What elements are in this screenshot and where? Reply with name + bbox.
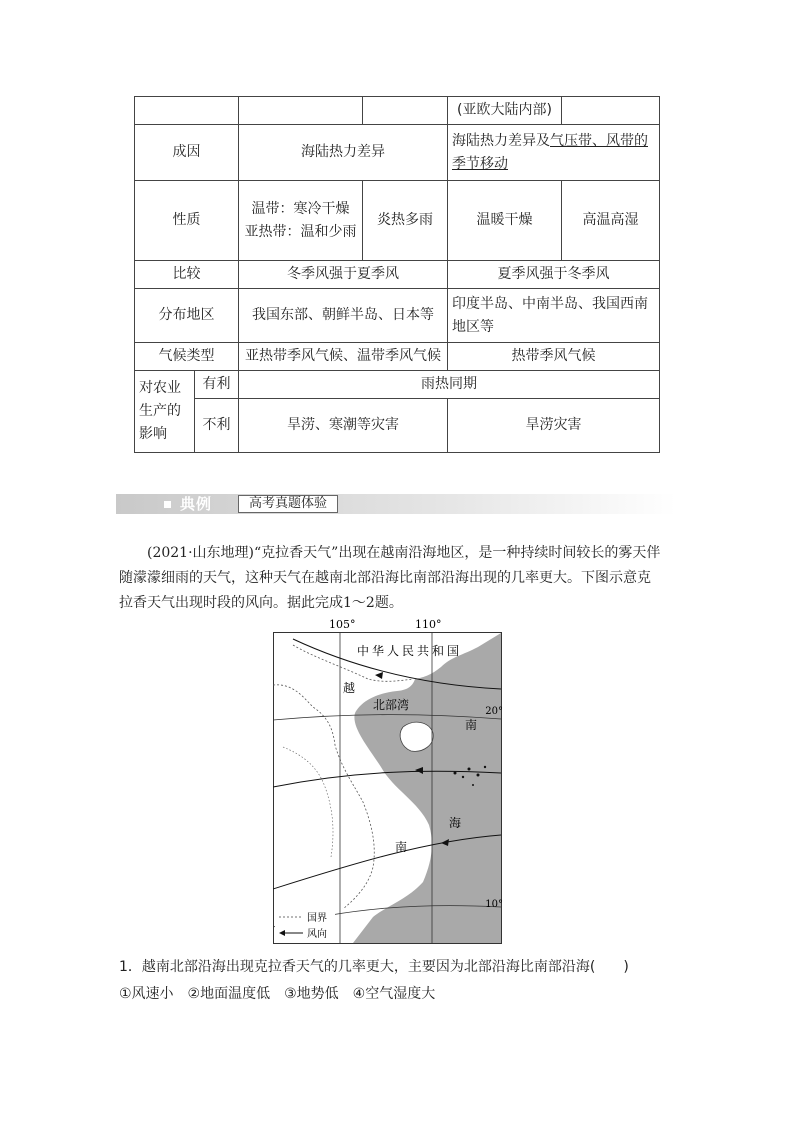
cell-nature-winter-sa: 温暖干燥 <box>448 181 562 261</box>
row-label-compare: 比较 <box>135 261 239 289</box>
cell-favorable-label: 有利 <box>195 371 239 399</box>
row-label-climate: 气候类型 <box>135 343 239 371</box>
map-label-lat10: 10° <box>485 899 503 910</box>
cell-unfavorable-label: 不利 <box>195 399 239 453</box>
row-label-cause: 成因 <box>135 125 239 181</box>
cell-climate-sa: 热带季风气候 <box>448 343 660 371</box>
legend-wind-label: 风向 <box>307 929 327 940</box>
intro-paragraph: (2021·山东地理)“克拉香天气”出现在越南沿海地区，是一种持续时间较长的雾天伴随濛濛细雨的天气，这种天气在越南北部沿海比南部沿海出现的几率更大。下图示意克拉香天气出现时段的风向。据此完成1～2题。 <box>119 545 661 611</box>
section-tag: 典例 <box>180 495 213 513</box>
cell-favorable-value: 雨热同期 <box>239 371 660 399</box>
cell-nature-summer-ea: 炎热多雨 <box>363 181 448 261</box>
cell-distribution-ea: 我国东部、朝鲜半岛、日本等 <box>239 289 448 343</box>
cause-underlined: 气压带、风带的季节移动 <box>452 132 648 172</box>
cell-cause-south-asia <box>448 125 660 181</box>
question-1: 1．越南北部沿海出现克拉香天气的几率更大，主要因为北部沿海比南部沿海( ) <box>119 959 629 975</box>
row-label-distribution: 分布地区 <box>135 289 239 343</box>
cause-prefix: 海陆热力差异及 <box>452 132 550 149</box>
row-label-agriculture: 对农业生产的影响 <box>135 371 195 453</box>
table-row <box>135 97 660 125</box>
question-1-options: ①风速小 ②地面温度低 ③地势低 ④空气湿度大 <box>119 986 436 1002</box>
monsoon-comparison-table <box>134 96 660 453</box>
table-row <box>135 399 660 453</box>
table-row <box>135 343 660 371</box>
cell-climate-ea: 亚热带季风气候、温带季风气候 <box>239 343 448 371</box>
section-banner <box>116 494 676 514</box>
cell-compare-ea: 冬季风强于夏季风 <box>239 261 448 289</box>
nature-subtropical: 亚热带：温和少雨 <box>244 223 357 240</box>
cell-cause-east-asia: 海陆热力差异 <box>239 125 448 181</box>
nature-temperate: 温带：寒冷干燥 <box>251 200 350 217</box>
section-subtitle: 高考真题体验 <box>238 495 338 513</box>
cell-compare-sa: 夏季风强于冬季风 <box>448 261 660 289</box>
map-label-lon105: 105° <box>329 618 356 631</box>
cell-unfavorable-sa: 旱涝灾害 <box>448 399 660 453</box>
row-label-nature: 性质 <box>135 181 239 261</box>
map-label-china: 中华人民共和国 <box>357 644 463 658</box>
cell-distribution-sa: 印度半岛、中南半岛、我国西南地区等 <box>448 289 660 343</box>
table-row <box>135 261 660 289</box>
map-label-nan-land: 南 <box>395 840 408 854</box>
table-row <box>135 371 660 399</box>
map-label-lon110: 110° <box>415 618 442 631</box>
table-row <box>135 181 660 261</box>
map-label-yue: 越 <box>343 681 356 695</box>
cell-unfavorable-ea: 旱涝、寒潮等灾害 <box>239 399 448 453</box>
table-row <box>135 125 660 181</box>
cell-eurasia-interior: (亚欧大陆内部) <box>448 97 562 125</box>
map-label-gulf: 北部湾 <box>373 698 410 712</box>
table-row <box>135 289 660 343</box>
banner-square-icon <box>164 501 171 508</box>
vietnam-wind-map <box>273 617 503 945</box>
cell-nature-summer-sa: 高温高湿 <box>562 181 660 261</box>
map-label-lat20: 20° <box>485 706 503 717</box>
map-label-sea-hai: 海 <box>449 816 462 830</box>
legend-border-label: 国界 <box>307 913 327 924</box>
hainan-island <box>400 722 433 751</box>
map-label-sea-nan: 南 <box>465 718 478 732</box>
cell-nature-winter-ea <box>239 181 363 261</box>
